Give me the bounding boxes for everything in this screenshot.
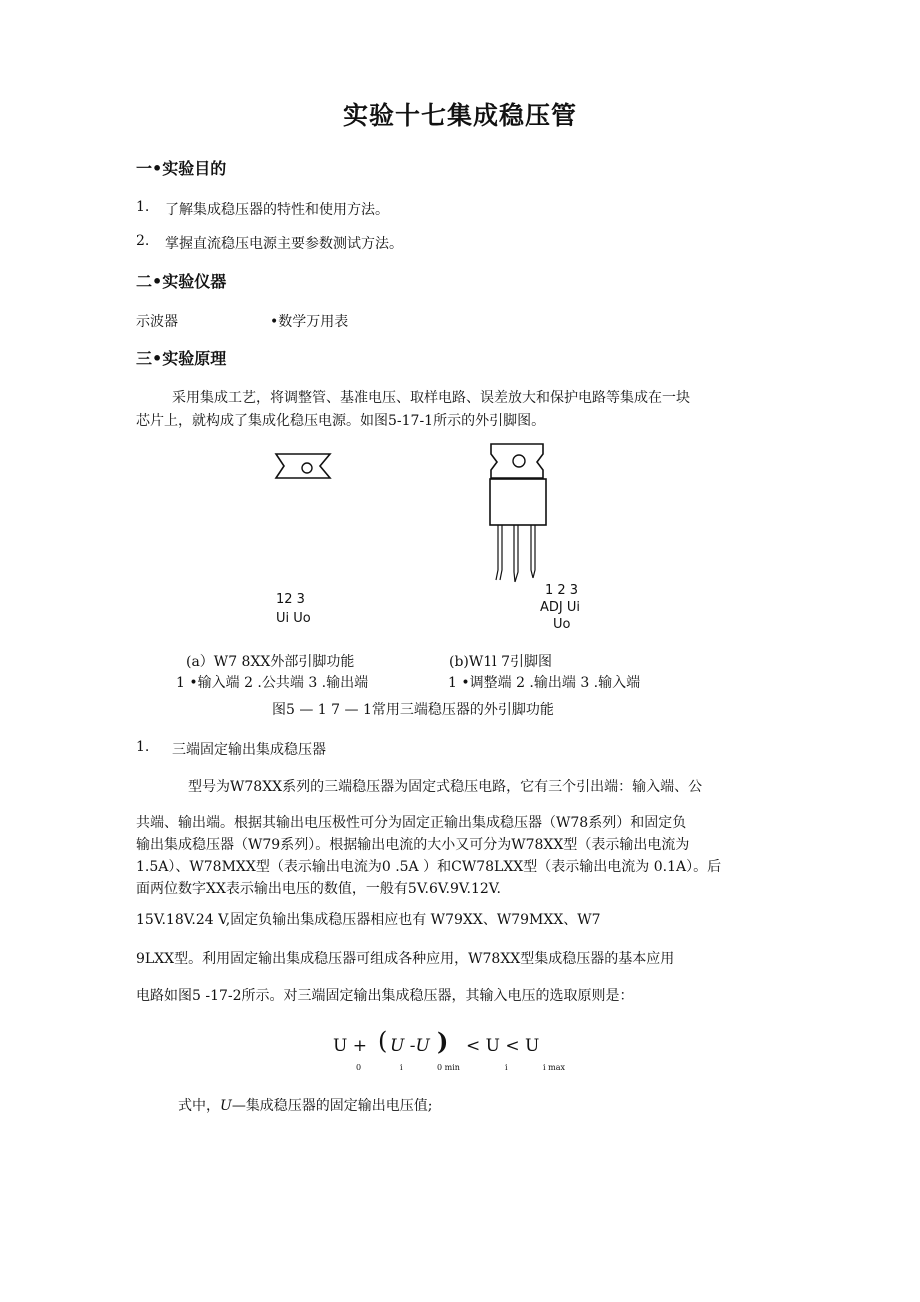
figure-a-pin-labels: Ui Uo xyxy=(276,611,311,626)
intro-line: 芯片上，就构成了集成化稳压电源。如图5-17-1所示的外引脚图。 xyxy=(136,413,546,429)
formula-subscript: 0 xyxy=(356,1063,362,1072)
figure-legend-a: 1 •输入端 2 .公共端 3 .输出端 xyxy=(176,675,369,691)
section-heading-instruments: 二•实验仪器 xyxy=(136,272,227,291)
formula-subscript: i max xyxy=(543,1063,565,1072)
paragraph-line: 型号为W78XX系列的三端稳压器为固定式稳压电路，它有三个引出端：输入端、公 xyxy=(188,779,703,795)
formula-subscript: i xyxy=(400,1063,403,1072)
list-item-number: 2. xyxy=(136,233,150,249)
figure-b-pin-labels-2: Uo xyxy=(553,617,571,632)
paragraph-line: 共端、输出端。根据其输出电压极性可分为固定正输出集成稳压器（W78系列）和固定负 xyxy=(136,815,687,831)
section-heading-principle: 三•实验原理 xyxy=(136,349,227,368)
formula-u-plus: U + xyxy=(333,1036,367,1056)
list-item-number: 1. xyxy=(136,199,150,215)
instrument-oscilloscope: 示波器 xyxy=(136,314,178,330)
paragraph-line: 电路如图5 -17-2所示。对三端固定输出集成稳压器，其输入电压的选取原则是： xyxy=(136,988,634,1004)
formula-relation: < U < U xyxy=(466,1036,540,1056)
figure-caption-b: (b)W1l 7引脚图 xyxy=(449,654,553,670)
definition-text: —集成稳压器的固定输出电压值; xyxy=(231,1098,433,1114)
figure-b-pin-numbers: 1 2 3 xyxy=(545,583,579,598)
figure-caption-a: (a）W7 8XX外部引脚功能 xyxy=(186,654,355,670)
paragraph-line: 面两位数字XX表示输出电压的数值，一般有5V.6V.9V.12V. xyxy=(136,881,501,897)
definition-prefix: 式中， xyxy=(178,1098,220,1114)
paragraph-line: 9LXX型。利用固定输出集成稳压器可组成各种应用，W78XX型集成稳压器的基本应用 xyxy=(136,951,675,967)
instrument-multimeter: •数学万用表 xyxy=(270,314,349,330)
figure-b-pin-labels: ADJ Ui xyxy=(540,600,580,615)
figure-b-package-drawing xyxy=(485,440,555,585)
section-heading-objectives: 一•实验目的 xyxy=(136,159,227,178)
paragraph-line: 1.5A）、W78MXX型（表示输出电流为0 .5A ）和CW78LXX型（表示输出电流为 0.1A）。后 xyxy=(136,859,722,875)
subsection-title: 三端固定输出集成稳压器 xyxy=(172,742,326,758)
intro-line: 采用集成工艺，将调整管、基准电压、取样电路、误差放大和保护电路等集成在一块 xyxy=(172,390,690,406)
paragraph-line: 15V.18V.24 V,固定负输出集成稳压器相应也有 W79XX、W79MXX、W7 xyxy=(136,912,601,928)
formula-inner: U -U xyxy=(390,1036,430,1056)
figure-caption: 图5 — 1 7 — 1常用三端稳压器的外引脚功能 xyxy=(272,702,554,718)
page-title: 实验十七集成稳压管 xyxy=(342,101,577,130)
paragraph-line: 输出集成稳压器（W79系列）。根据输出电流的大小又可分为W78XX型（表示输出电流为 xyxy=(136,837,690,853)
definition-symbol: U xyxy=(220,1098,232,1114)
figure-a-pin-numbers: 12 3 xyxy=(276,592,305,607)
figure-legend-b: 1 •调整端 2 .输出端 3 .输入端 xyxy=(448,675,641,691)
list-item: 了解集成稳压器的特性和使用方法。 xyxy=(165,202,389,218)
figure-a-package-outline xyxy=(270,448,350,488)
list-item: 掌握直流稳压电源主要参数测试方法。 xyxy=(165,236,403,252)
definition-line xyxy=(178,1095,433,1115)
formula-subscript: 0 min xyxy=(437,1063,460,1072)
subsection-number: 1. xyxy=(136,739,150,755)
formula-subscript: i xyxy=(505,1063,508,1072)
formula-close-paren: ) xyxy=(437,1027,449,1056)
formula-open-paren: ( xyxy=(378,1027,388,1055)
